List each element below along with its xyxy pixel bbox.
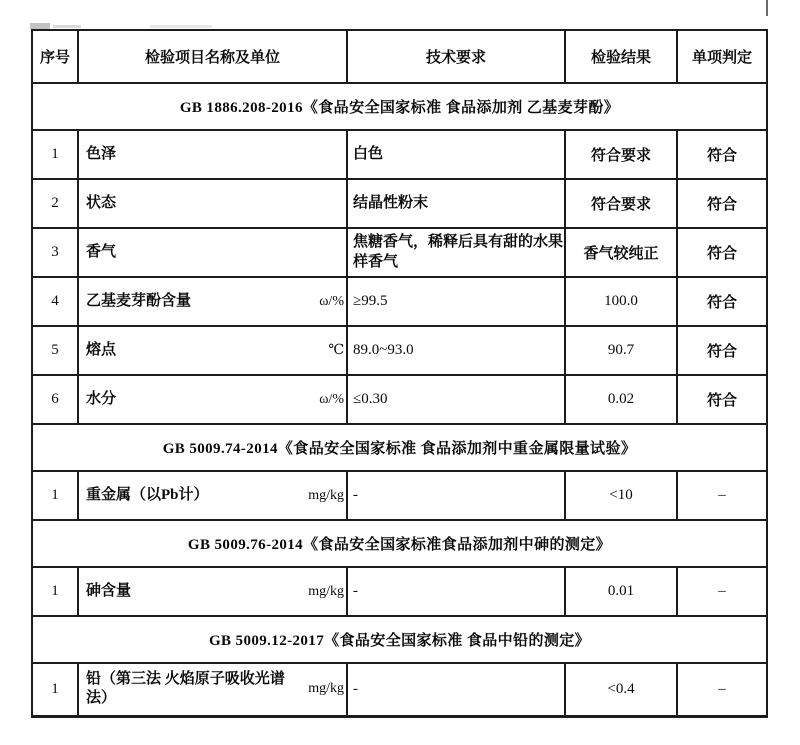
table-row xyxy=(32,130,767,179)
cell-requirement: 89.0~93.0 xyxy=(347,326,565,375)
cell-judgment: 符合 xyxy=(677,326,767,375)
cell-item xyxy=(78,228,347,277)
section-title: GB 1886.208-2016《食品安全国家标准 食品添加剂 乙基麦芽酚》 xyxy=(32,83,767,130)
item-name: 状态 xyxy=(86,194,117,211)
section-title: GB 5009.12-2017《食品安全国家标准 食品中铅的测定》 xyxy=(32,616,767,663)
cell-serial: 4 xyxy=(32,277,78,326)
cell-serial: 1 xyxy=(32,567,78,616)
cell-requirement: - xyxy=(347,471,565,520)
table-header-row xyxy=(32,30,767,83)
table-row xyxy=(32,471,767,520)
scan-artifact-tick xyxy=(766,0,768,16)
item-name: 熔点 xyxy=(86,341,117,358)
table-row xyxy=(32,663,767,716)
cell-judgment: 符合 xyxy=(677,130,767,179)
cell-serial: 1 xyxy=(32,663,78,716)
inspection-results-table xyxy=(31,29,768,718)
cell-item xyxy=(78,179,347,228)
cell-requirement: - xyxy=(347,567,565,616)
cell-judgment: – xyxy=(677,471,767,520)
item-name: 重金属（以Pb计） xyxy=(86,486,209,503)
cell-requirement: 焦糖香气，稀释后具有甜的水果样香气 xyxy=(347,228,565,277)
section-row xyxy=(32,83,767,130)
table-row xyxy=(32,326,767,375)
cell-judgment: 符合 xyxy=(677,277,767,326)
cell-judgment: – xyxy=(677,663,767,716)
cell-requirement: 白色 xyxy=(347,130,565,179)
cell-requirement: 结晶性粉末 xyxy=(347,179,565,228)
cell-result: 符合要求 xyxy=(565,179,677,228)
cell-serial: 5 xyxy=(32,326,78,375)
cell-result: 100.0 xyxy=(565,277,677,326)
cell-judgment: – xyxy=(677,567,767,616)
cell-item xyxy=(78,130,347,179)
item-unit: mg/kg xyxy=(308,681,344,697)
item-unit: ℃ xyxy=(328,343,344,358)
cell-serial: 6 xyxy=(32,375,78,424)
header-cell-result: 检验结果 xyxy=(565,30,677,83)
item-unit: ω/% xyxy=(319,391,344,407)
header-cell-serial: 序号 xyxy=(32,30,78,83)
item-name: 乙基麦芽酚含量 xyxy=(86,292,192,309)
cell-serial: 1 xyxy=(32,471,78,520)
cell-serial: 3 xyxy=(32,228,78,277)
item-name: 铅（第三法 火焰原子吸收光谱法） xyxy=(86,670,285,707)
cell-item xyxy=(78,375,347,424)
cell-result: 90.7 xyxy=(565,326,677,375)
item-name: 砷含量 xyxy=(86,582,132,599)
cell-requirement: ≤0.30 xyxy=(347,375,565,424)
cell-item xyxy=(78,326,347,375)
cell-result: 0.02 xyxy=(565,375,677,424)
section-row xyxy=(32,616,767,663)
cell-judgment: 符合 xyxy=(677,179,767,228)
cell-result: <10 xyxy=(565,471,677,520)
cell-judgment: 符合 xyxy=(677,228,767,277)
cell-result: 符合要求 xyxy=(565,130,677,179)
table-row xyxy=(32,375,767,424)
header-cell-judgment: 单项判定 xyxy=(677,30,767,83)
cell-result: 0.01 xyxy=(565,567,677,616)
cell-result: <0.4 xyxy=(565,663,677,716)
section-row xyxy=(32,520,767,567)
section-title: GB 5009.74-2014《食品安全国家标准 食品添加剂中重金属限量试验》 xyxy=(32,424,767,471)
table-row xyxy=(32,567,767,616)
table-row xyxy=(32,228,767,277)
header-cell-requirement: 技术要求 xyxy=(347,30,565,83)
cell-item xyxy=(78,471,347,520)
item-unit: ω/% xyxy=(319,293,344,309)
item-name: 香气 xyxy=(86,243,117,260)
scan-artifact-smudge xyxy=(150,25,212,28)
cell-judgment: 符合 xyxy=(677,375,767,424)
cell-item xyxy=(78,567,347,616)
item-unit: mg/kg xyxy=(308,583,344,599)
table-row xyxy=(32,277,767,326)
section-title: GB 5009.76-2014《食品安全国家标准食品添加剂中砷的测定》 xyxy=(32,520,767,567)
cell-item xyxy=(78,277,347,326)
cell-requirement: - xyxy=(347,663,565,716)
cell-result: 香气较纯正 xyxy=(565,228,677,277)
scan-artifact-smudge xyxy=(53,25,81,28)
cell-requirement: ≥99.5 xyxy=(347,277,565,326)
cell-serial: 1 xyxy=(32,130,78,179)
cell-serial: 2 xyxy=(32,179,78,228)
header-cell-item: 检验项目名称及单位 xyxy=(78,30,347,83)
item-unit: mg/kg xyxy=(308,487,344,503)
section-row xyxy=(32,424,767,471)
table-row xyxy=(32,179,767,228)
cell-item xyxy=(78,663,347,716)
item-name: 色泽 xyxy=(86,145,117,162)
item-name: 水分 xyxy=(86,390,117,407)
